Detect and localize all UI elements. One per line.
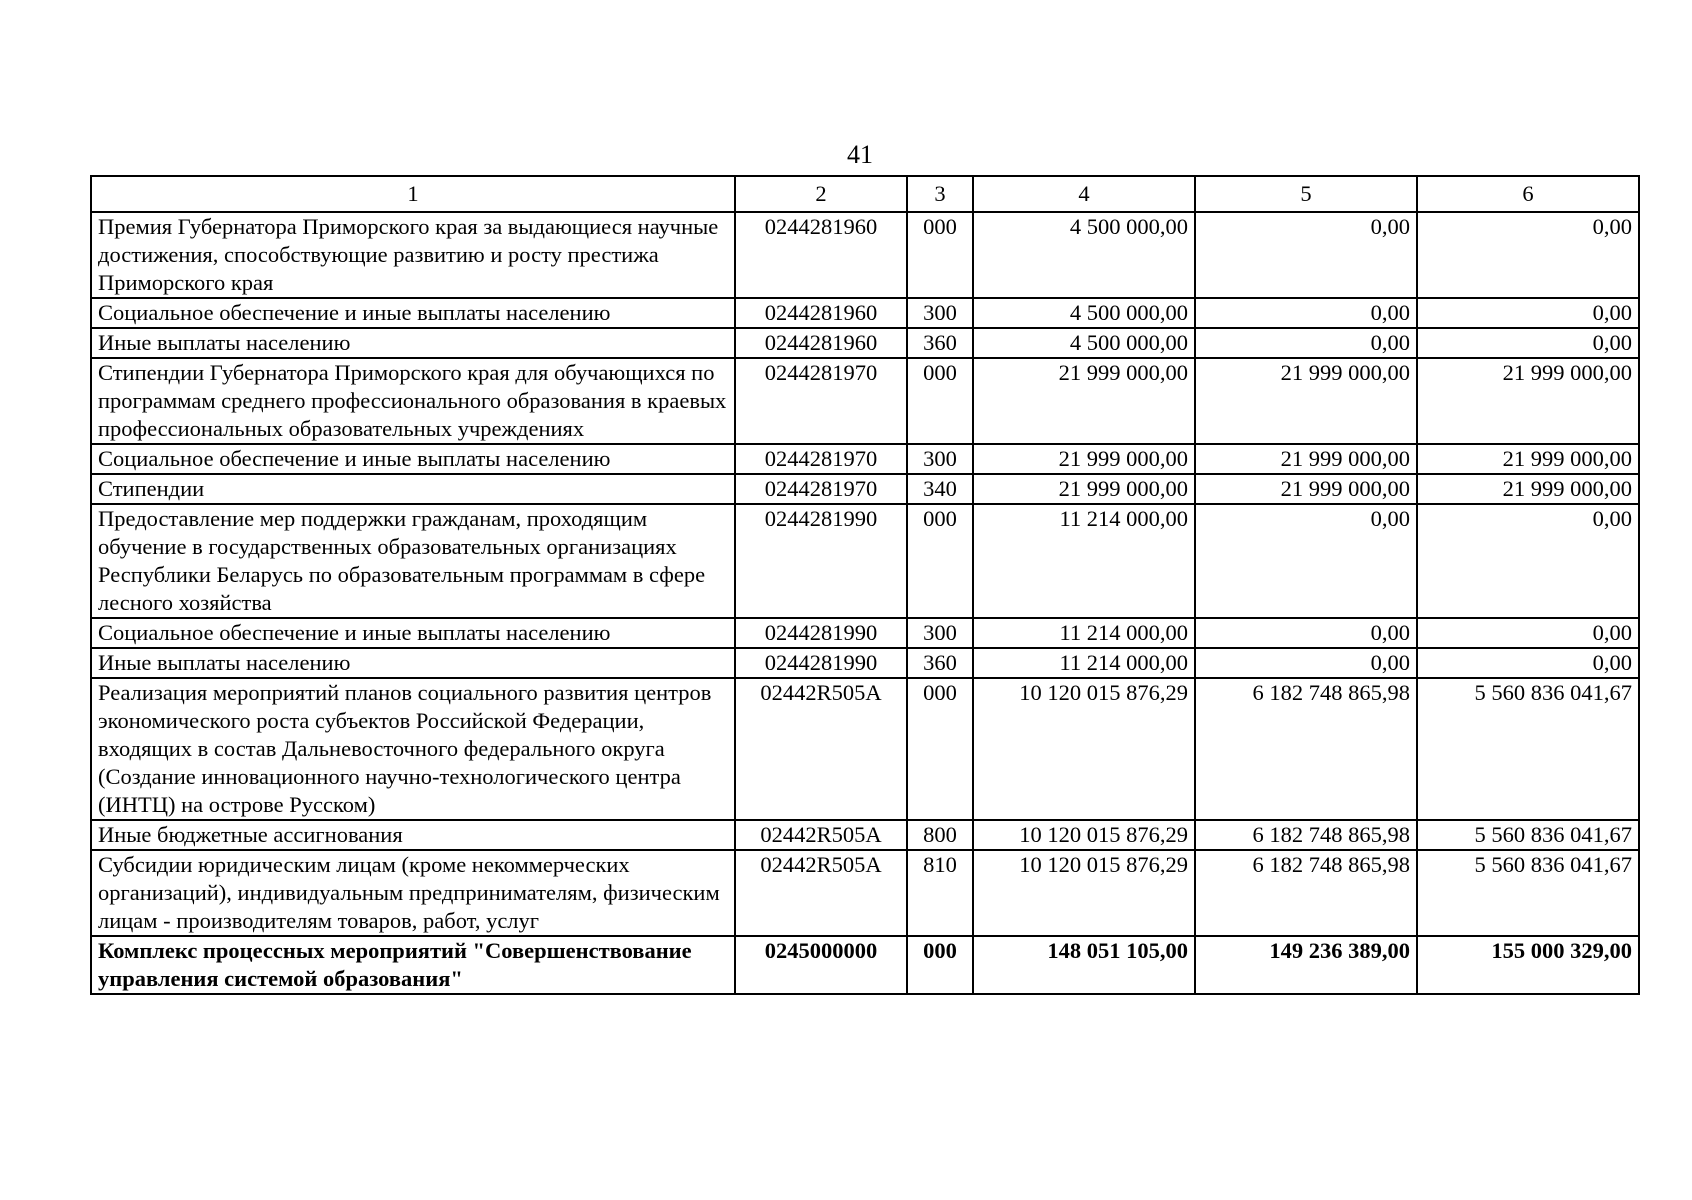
row-expense-type-cell: 800 — [907, 820, 973, 850]
row-amount-col4-cell: 11 214 000,00 — [973, 648, 1195, 678]
row-code-cell: 0244281990 — [735, 504, 907, 618]
row-name-cell: Реализация мероприятий планов социального развития центров экономического роста субъектов Российской Федерации, входящих в состав Дальневосточного федерального округа (Создание инновационного научно-технологического центра (ИНТЦ) на острове Русском) — [91, 678, 735, 820]
table-row — [91, 358, 1639, 444]
row-expense-type-cell: 000 — [907, 212, 973, 298]
row-amount-col5-cell: 21 999 000,00 — [1195, 444, 1417, 474]
row-amount-col6-cell: 5 560 836 041,67 — [1417, 678, 1639, 820]
row-code-cell: 0244281990 — [735, 648, 907, 678]
row-name-cell: Иные выплаты населению — [91, 328, 735, 358]
row-amount-col4-cell: 11 214 000,00 — [973, 618, 1195, 648]
row-code-cell: 0244281990 — [735, 618, 907, 648]
row-amount-col5-cell: 0,00 — [1195, 618, 1417, 648]
row-amount-col5-cell: 6 182 748 865,98 — [1195, 678, 1417, 820]
row-name-cell: Стипендии — [91, 474, 735, 504]
row-amount-col5-cell: 149 236 389,00 — [1195, 936, 1417, 994]
row-name-cell: Субсидии юридическим лицам (кроме некоммерческих организаций), индивидуальным предпринимателям, физическим лицам - производителям товаров, работ, услуг — [91, 850, 735, 936]
row-name-cell: Премия Губернатора Приморского края за выдающиеся научные достижения, способствующие развитию и росту престижа Приморского края — [91, 212, 735, 298]
table-body — [91, 212, 1639, 994]
row-amount-col5-cell: 6 182 748 865,98 — [1195, 850, 1417, 936]
table-row — [91, 212, 1639, 298]
row-code-cell: 02442R505A — [735, 820, 907, 850]
table-row — [91, 618, 1639, 648]
row-amount-col5-cell: 6 182 748 865,98 — [1195, 820, 1417, 850]
row-amount-col6-cell: 21 999 000,00 — [1417, 358, 1639, 444]
row-name-cell: Иные выплаты населению — [91, 648, 735, 678]
row-name-cell: Иные бюджетные ассигнования — [91, 820, 735, 850]
row-amount-col6-cell: 0,00 — [1417, 618, 1639, 648]
row-amount-col4-cell: 148 051 105,00 — [973, 936, 1195, 994]
row-expense-type-cell: 810 — [907, 850, 973, 936]
row-name-cell: Социальное обеспечение и иные выплаты населению — [91, 298, 735, 328]
row-amount-col5-cell: 0,00 — [1195, 298, 1417, 328]
table-row — [91, 678, 1639, 820]
row-amount-col6-cell: 0,00 — [1417, 212, 1639, 298]
row-amount-col4-cell: 4 500 000,00 — [973, 212, 1195, 298]
row-amount-col6-cell: 5 560 836 041,67 — [1417, 850, 1639, 936]
column-header-1: 1 — [91, 176, 735, 212]
column-header-2: 2 — [735, 176, 907, 212]
row-code-cell: 0244281960 — [735, 328, 907, 358]
row-amount-col4-cell: 11 214 000,00 — [973, 504, 1195, 618]
row-expense-type-cell: 340 — [907, 474, 973, 504]
row-amount-col4-cell: 4 500 000,00 — [973, 328, 1195, 358]
page-number: 41 — [847, 140, 873, 169]
row-amount-col6-cell: 155 000 329,00 — [1417, 936, 1639, 994]
table-row — [91, 328, 1639, 358]
row-amount-col4-cell: 10 120 015 876,29 — [973, 820, 1195, 850]
row-amount-col6-cell: 0,00 — [1417, 648, 1639, 678]
row-expense-type-cell: 300 — [907, 444, 973, 474]
row-expense-type-cell: 000 — [907, 358, 973, 444]
header-row — [91, 176, 1639, 212]
row-amount-col5-cell: 21 999 000,00 — [1195, 474, 1417, 504]
row-name-cell: Стипендии Губернатора Приморского края для обучающихся по программам среднего профессионального образования в краевых профессиональных образовательных учреждениях — [91, 358, 735, 444]
table-row — [91, 298, 1639, 328]
table-row — [91, 648, 1639, 678]
row-name-cell: Социальное обеспечение и иные выплаты населению — [91, 444, 735, 474]
row-amount-col5-cell: 0,00 — [1195, 212, 1417, 298]
row-code-cell: 0244281970 — [735, 358, 907, 444]
row-code-cell: 0244281970 — [735, 474, 907, 504]
table-row — [91, 444, 1639, 474]
budget-table — [90, 175, 1640, 995]
table-row — [91, 820, 1639, 850]
row-expense-type-cell: 000 — [907, 504, 973, 618]
row-name-cell: Социальное обеспечение и иные выплаты населению — [91, 618, 735, 648]
row-amount-col5-cell: 0,00 — [1195, 648, 1417, 678]
row-amount-col4-cell: 21 999 000,00 — [973, 474, 1195, 504]
row-code-cell: 0244281960 — [735, 298, 907, 328]
row-expense-type-cell: 000 — [907, 678, 973, 820]
row-expense-type-cell: 300 — [907, 298, 973, 328]
row-amount-col6-cell: 0,00 — [1417, 328, 1639, 358]
table-row — [91, 850, 1639, 936]
table-row — [91, 504, 1639, 618]
row-amount-col4-cell: 21 999 000,00 — [973, 444, 1195, 474]
row-amount-col5-cell: 0,00 — [1195, 504, 1417, 618]
row-amount-col6-cell: 5 560 836 041,67 — [1417, 820, 1639, 850]
row-amount-col5-cell: 21 999 000,00 — [1195, 358, 1417, 444]
row-amount-col6-cell: 21 999 000,00 — [1417, 444, 1639, 474]
row-amount-col4-cell: 10 120 015 876,29 — [973, 850, 1195, 936]
table-row — [91, 936, 1639, 994]
column-header-4: 4 — [973, 176, 1195, 212]
row-amount-col6-cell: 0,00 — [1417, 504, 1639, 618]
row-code-cell: 02442R505A — [735, 678, 907, 820]
row-amount-col6-cell: 21 999 000,00 — [1417, 474, 1639, 504]
row-amount-col6-cell: 0,00 — [1417, 298, 1639, 328]
row-amount-col4-cell: 10 120 015 876,29 — [973, 678, 1195, 820]
column-header-3: 3 — [907, 176, 973, 212]
row-name-cell: Предоставление мер поддержки гражданам, проходящим обучение в государственных образовательных организациях Республики Беларусь по образовательным программам в сфере лесного хозяйства — [91, 504, 735, 618]
row-amount-col4-cell: 4 500 000,00 — [973, 298, 1195, 328]
row-code-cell: 02442R505A — [735, 850, 907, 936]
row-amount-col5-cell: 0,00 — [1195, 328, 1417, 358]
row-code-cell: 0244281960 — [735, 212, 907, 298]
table-row — [91, 474, 1639, 504]
row-expense-type-cell: 360 — [907, 328, 973, 358]
column-header-5: 5 — [1195, 176, 1417, 212]
row-amount-col4-cell: 21 999 000,00 — [973, 358, 1195, 444]
row-name-cell: Комплекс процессных мероприятий "Совершенствование управления системой образования" — [91, 936, 735, 994]
row-expense-type-cell: 300 — [907, 618, 973, 648]
row-expense-type-cell: 000 — [907, 936, 973, 994]
row-code-cell: 0244281970 — [735, 444, 907, 474]
row-expense-type-cell: 360 — [907, 648, 973, 678]
row-code-cell: 0245000000 — [735, 936, 907, 994]
column-header-6: 6 — [1417, 176, 1639, 212]
